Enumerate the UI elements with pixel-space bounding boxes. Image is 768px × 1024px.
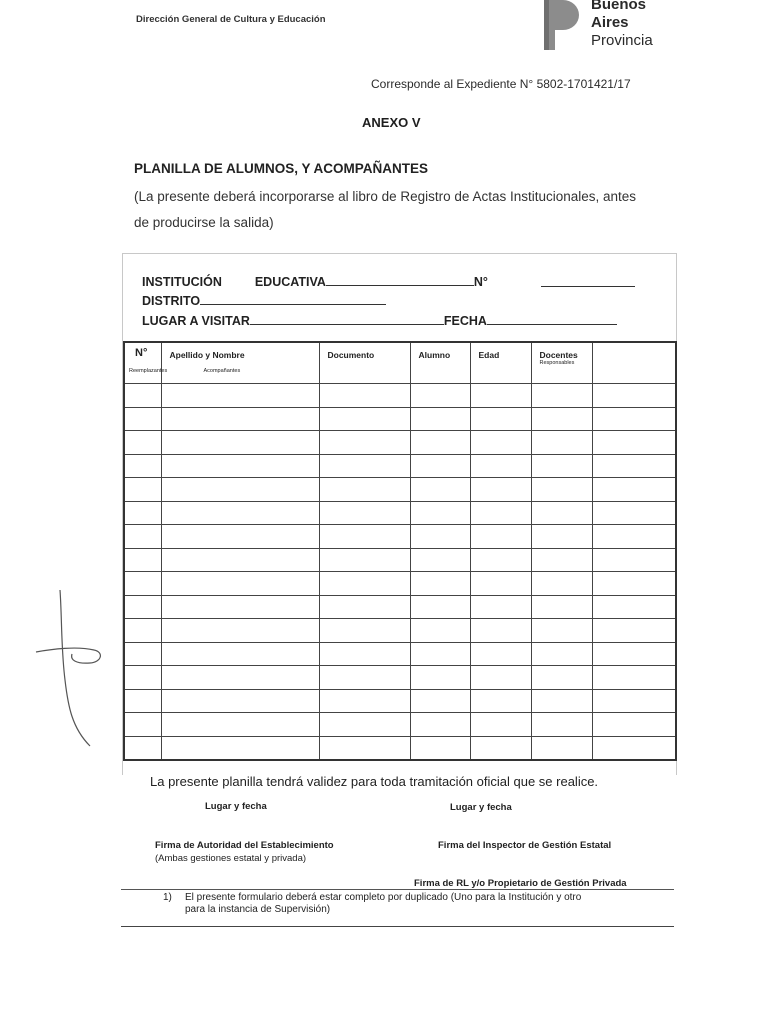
- table-cell[interactable]: [410, 454, 470, 478]
- table-cell[interactable]: [319, 713, 410, 737]
- table-cell[interactable]: [470, 478, 531, 502]
- table-cell[interactable]: [161, 642, 319, 666]
- table-cell[interactable]: [161, 619, 319, 643]
- logo-line-2: Aires: [591, 14, 629, 31]
- table-cell[interactable]: [470, 525, 531, 549]
- institution-field: [142, 273, 488, 289]
- table-cell[interactable]: [470, 736, 531, 760]
- table-cell[interactable]: [470, 454, 531, 478]
- table-cell[interactable]: [319, 736, 410, 760]
- authority-signature: Firma de Autoridad del Establecimiento: [155, 840, 334, 851]
- authority-note: (Ambas gestiones estatal y privada): [155, 853, 307, 864]
- table-cell[interactable]: [410, 407, 470, 431]
- logo-text: [591, 0, 653, 50]
- table-cell[interactable]: [319, 689, 410, 713]
- table-cell[interactable]: [161, 713, 319, 737]
- form-title: PLANILLA DE ALUMNOS, Y ACOMPAÑANTES: [134, 161, 429, 176]
- table-cell[interactable]: [124, 431, 161, 455]
- footnote-number: 1): [163, 892, 172, 903]
- private-signature: Firma de RL y/o Propietario de Gestión Privada: [414, 878, 627, 889]
- table-cell[interactable]: [410, 595, 470, 619]
- table-row: [124, 454, 676, 478]
- table-row: [124, 384, 676, 408]
- table-row: [124, 666, 676, 690]
- validity-text: La presente planilla tendrá validez para toda tramitación oficial que se realice.: [150, 774, 599, 789]
- table-cell[interactable]: [124, 454, 161, 478]
- table-cell[interactable]: [161, 595, 319, 619]
- place-label: LUGAR A VISITAR: [142, 314, 250, 328]
- table-cell[interactable]: [161, 501, 319, 525]
- table-cell[interactable]: [319, 548, 410, 572]
- table-cell[interactable]: [124, 548, 161, 572]
- table-cell[interactable]: [592, 454, 676, 478]
- table-cell[interactable]: [410, 642, 470, 666]
- table-row: [124, 525, 676, 549]
- district-label: DISTRITO: [142, 294, 201, 308]
- table-cell[interactable]: [592, 384, 676, 408]
- buenos-aires-logo-mark-icon: [541, 0, 581, 50]
- table-cell[interactable]: [124, 384, 161, 408]
- table-row: [124, 736, 676, 760]
- table-cell[interactable]: [592, 595, 676, 619]
- table-cell[interactable]: [319, 619, 410, 643]
- table-row: [124, 689, 676, 713]
- institution-label: INSTITUCIÓN: [142, 275, 222, 289]
- table-cell[interactable]: [592, 478, 676, 502]
- table-row: [124, 642, 676, 666]
- table-cell[interactable]: [161, 384, 319, 408]
- table-cell[interactable]: [531, 595, 592, 619]
- table-cell[interactable]: [410, 736, 470, 760]
- column-header-name: Apellido y Nombre Acompañantes: [161, 342, 319, 384]
- table-cell[interactable]: [161, 454, 319, 478]
- place-line[interactable]: [250, 312, 444, 325]
- number-label: N°: [473, 275, 488, 289]
- number-line[interactable]: [541, 274, 635, 287]
- table-cell[interactable]: [410, 572, 470, 596]
- column-header-number: N° Reemplazantes: [124, 342, 161, 384]
- date-line[interactable]: [487, 312, 617, 325]
- table-cell[interactable]: [124, 525, 161, 549]
- students-table: [123, 341, 677, 761]
- table-header-row: [124, 342, 676, 384]
- column-header-age: Edad: [470, 342, 531, 384]
- table-cell[interactable]: [531, 736, 592, 760]
- table-cell[interactable]: [592, 666, 676, 690]
- logo-line-3: Provincia: [591, 32, 653, 49]
- column-header-extra: [592, 342, 676, 384]
- column-header-student: Alumno: [410, 342, 470, 384]
- table-cell[interactable]: [319, 407, 410, 431]
- table-cell[interactable]: [124, 619, 161, 643]
- table-row: [124, 431, 676, 455]
- subcaption-replacements: Reemplazantes: [129, 368, 168, 374]
- table-cell[interactable]: [592, 736, 676, 760]
- table-cell[interactable]: [531, 572, 592, 596]
- table-cell[interactable]: [531, 407, 592, 431]
- table-cell[interactable]: [470, 713, 531, 737]
- table-cell[interactable]: [410, 384, 470, 408]
- table-cell[interactable]: [124, 736, 161, 760]
- table-cell[interactable]: [319, 595, 410, 619]
- table-cell[interactable]: [319, 501, 410, 525]
- table-cell[interactable]: [470, 431, 531, 455]
- table-cell[interactable]: [470, 548, 531, 572]
- table-row: [124, 713, 676, 737]
- table-cell[interactable]: [124, 501, 161, 525]
- table-cell[interactable]: [592, 619, 676, 643]
- table-cell[interactable]: [470, 384, 531, 408]
- table-cell[interactable]: [592, 525, 676, 549]
- annex-title: ANEXO V: [362, 115, 421, 130]
- date-label: FECHA: [443, 314, 487, 328]
- table-cell[interactable]: [531, 478, 592, 502]
- footnote-line-1: El presente formulario deberá estar completo por duplicado (Uno para la Institución y otro: [185, 892, 582, 903]
- table-cell[interactable]: [470, 572, 531, 596]
- footnote: [163, 892, 581, 916]
- table-cell[interactable]: [161, 525, 319, 549]
- inspector-signature: Firma del Inspector de Gestión Estatal: [438, 840, 612, 851]
- table-cell[interactable]: [470, 642, 531, 666]
- table-cell[interactable]: [319, 572, 410, 596]
- table-cell[interactable]: [319, 478, 410, 502]
- table-cell[interactable]: [470, 689, 531, 713]
- table-row: [124, 619, 676, 643]
- table-cell[interactable]: [531, 619, 592, 643]
- table-row: [124, 548, 676, 572]
- subcaption-companions: Acompañantes: [203, 368, 241, 374]
- table-row: [124, 407, 676, 431]
- table-cell[interactable]: [124, 713, 161, 737]
- footnote-divider: [121, 889, 674, 890]
- table-cell[interactable]: [592, 548, 676, 572]
- table-cell[interactable]: [592, 407, 676, 431]
- table-cell[interactable]: [592, 689, 676, 713]
- educational-label: EDUCATIVA: [254, 275, 326, 289]
- table-cell[interactable]: [531, 713, 592, 737]
- table-row: [124, 595, 676, 619]
- table-cell[interactable]: [319, 525, 410, 549]
- table-cell[interactable]: [319, 666, 410, 690]
- table-cell[interactable]: [161, 548, 319, 572]
- table-cell[interactable]: [592, 713, 676, 737]
- table-cell[interactable]: [124, 572, 161, 596]
- district-field: [142, 292, 386, 308]
- table-cell[interactable]: [470, 501, 531, 525]
- table-cell[interactable]: [531, 642, 592, 666]
- table-cell[interactable]: [470, 666, 531, 690]
- organization-name: Dirección General de Cultura y Educación: [136, 14, 326, 25]
- table-cell[interactable]: [124, 642, 161, 666]
- institution-line[interactable]: [326, 273, 474, 286]
- table-cell[interactable]: [531, 525, 592, 549]
- table-cell[interactable]: [410, 713, 470, 737]
- table-cell[interactable]: [161, 431, 319, 455]
- table-cell[interactable]: [531, 384, 592, 408]
- bottom-divider: [121, 926, 674, 927]
- table-cell[interactable]: [470, 595, 531, 619]
- table-cell[interactable]: [161, 736, 319, 760]
- table-cell[interactable]: [531, 501, 592, 525]
- table-cell[interactable]: [161, 572, 319, 596]
- table-cell[interactable]: [592, 501, 676, 525]
- table-row: [124, 501, 676, 525]
- place-date-field: [142, 312, 617, 328]
- table-cell[interactable]: [531, 431, 592, 455]
- table-row: [124, 478, 676, 502]
- district-line[interactable]: [200, 292, 386, 305]
- table-cell[interactable]: [319, 384, 410, 408]
- table-cell[interactable]: [410, 525, 470, 549]
- table-cell[interactable]: [592, 572, 676, 596]
- table-cell[interactable]: [161, 478, 319, 502]
- place-date-right: Lugar y fecha: [450, 802, 512, 813]
- footnote-line-2: para la instancia de Supervisión): [185, 904, 331, 915]
- table-cell[interactable]: [410, 501, 470, 525]
- table-cell[interactable]: [319, 431, 410, 455]
- handwritten-signature-icon: [32, 588, 104, 748]
- table-cell[interactable]: [124, 666, 161, 690]
- table-cell[interactable]: [470, 407, 531, 431]
- table-cell[interactable]: [161, 666, 319, 690]
- table-cell[interactable]: [319, 454, 410, 478]
- table-cell[interactable]: [161, 689, 319, 713]
- table-cell[interactable]: [410, 431, 470, 455]
- table-cell[interactable]: [410, 478, 470, 502]
- form-note: (La presente deberá incorporarse al libro de Registro de Actas Institucionales, antes de producirse la salida): [134, 189, 637, 230]
- logo-line-1: Buenos: [591, 0, 647, 13]
- table-cell[interactable]: [124, 407, 161, 431]
- table-row: [124, 572, 676, 596]
- file-reference: Corresponde al Expediente N° 5802-1701421/17: [371, 77, 631, 91]
- column-header-document: Documento: [319, 342, 410, 384]
- table-cell[interactable]: [410, 619, 470, 643]
- table-cell[interactable]: [124, 595, 161, 619]
- table-cell[interactable]: [531, 454, 592, 478]
- table-cell[interactable]: [592, 431, 676, 455]
- table-cell[interactable]: [124, 689, 161, 713]
- table-cell[interactable]: [319, 642, 410, 666]
- table-cell[interactable]: [410, 689, 470, 713]
- table-cell[interactable]: [410, 548, 470, 572]
- place-date-left: Lugar y fecha: [205, 801, 267, 812]
- table-cell[interactable]: [531, 548, 592, 572]
- table-cell[interactable]: [124, 478, 161, 502]
- table-cell[interactable]: [592, 642, 676, 666]
- table-cell[interactable]: [410, 666, 470, 690]
- table-cell[interactable]: [531, 689, 592, 713]
- column-header-teachers: Docentes Responsables: [531, 342, 592, 384]
- table-cell[interactable]: [470, 619, 531, 643]
- table-cell[interactable]: [161, 407, 319, 431]
- table-cell[interactable]: [531, 666, 592, 690]
